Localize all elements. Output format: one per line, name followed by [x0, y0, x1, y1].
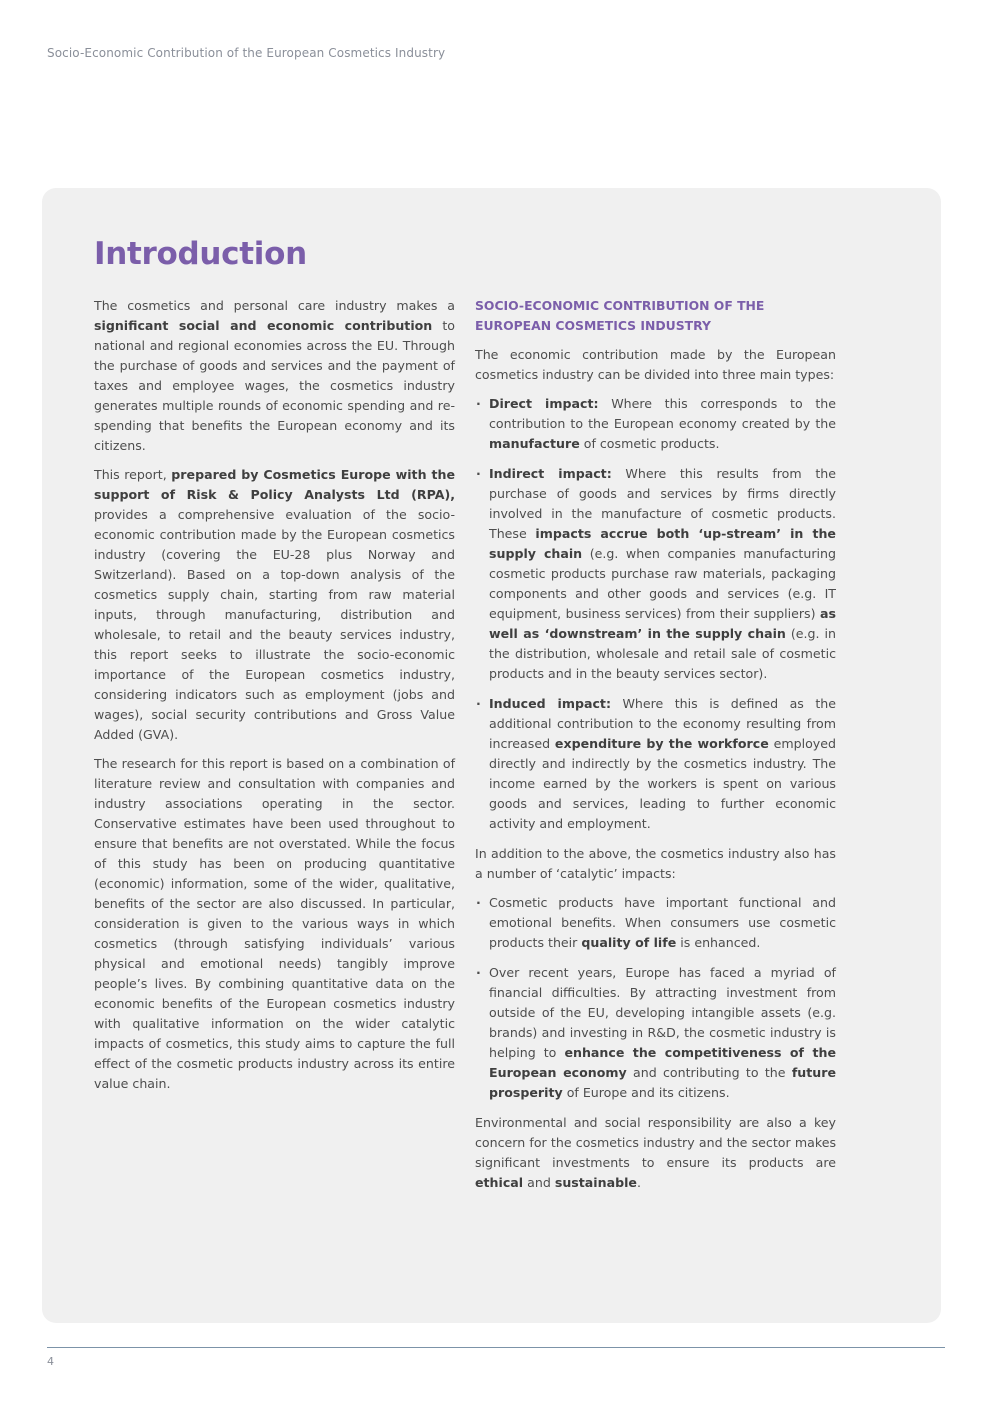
section-heading: SOCIO-ECONOMIC CONTRIBUTION OF THE EUROPEAN COSMETICS INDUSTRY [475, 298, 765, 333]
footer-rule [47, 1347, 945, 1348]
page-number: 4 [47, 1355, 54, 1368]
impacts-intro: The economic contribution made by the European cosmetics industry can be divided into three main types: [475, 347, 836, 382]
induced-impact-item: · Induced impact: Where this is defined as the additional contribution to the economy resulting from increased expenditure by the workforce employed directly and indirectly by the cosmetics industry. The income earned by the workers is spent on various goods and services, leading to further economic activity and employment. [475, 694, 836, 834]
intro-paragraph-2: This report, prepared by Cosmetics Europe with the support of Risk & Policy Analysts Ltd (RPA), provides a comprehensive evaluation of the socio-economic contribution made by the European cosmetics industry (covering the EU-28 plus Norway and Switzerland). Based on a top-down analysis of the cosmetics supply chain, starting from raw material inputs, through manufacturing, distribution and wholesale, to retail and the beauty services industry, this report seeks to illustrate the socio-economic importance of the European cosmetics industry, considering indicators such as employment (jobs and wages), social security contributions and Gross Value Added (GVA). [94, 467, 455, 742]
left-column [94, 296, 455, 1103]
impact-types-list [475, 394, 836, 834]
right-column [475, 296, 836, 1202]
intro-paragraph-3: The research for this report is based on a combination of literature review and consultation with companies and industry associations operating in the sector. Conservative estimates have been used throughout to ensure that benefits are not overstated. While the focus of this study has been on producing quantitative (economic) information, some of the wider, qualitative, benefits of the sector are also discussed. In particular, consideration is given to the various ways in which cosmetics (through satisfying individuals’ various physical and emotional needs) tangibly improve people’s lives. By combining quantitative data on the economic benefits of the European cosmetics industry with qualitative information on the wider catalytic impacts of cosmetics, this study aims to capture the full effect of the cosmetic products industry across its entire value chain. [94, 756, 455, 1091]
intro-paragraph-1: The cosmetics and personal care industry makes a significant social and economic contribution to national and regional economies across the EU. Through the purchase of goods and services and the payment of taxes and employee wages, the cosmetics industry generates multiple rounds of economic spending and re-spending that benefits the European economy and its citizens. [94, 298, 455, 453]
indirect-impact-item: · Indirect impact: Where this results from the purchase of goods and services by firms directly involved in the manufacture of cosmetic products. These impacts accrue both ‘up-stream’ in the supply chain (e.g. when companies manufacturing cosmetic products purchase raw materials, packaging components and other goods and services (e.g. IT equipment, business services) from their suppliers) as well as ‘downstream’ in the supply chain (e.g. in the distribution, wholesale and retail sale of cosmetic products and in the beauty services sector). [475, 464, 836, 684]
catalytic-item-competitiveness: · Over recent years, Europe has faced a myriad of financial difficulties. By attracting investment from outside of the EU, developing intangible assets (e.g. brands) and investing in R&D, the cosmetic industry is helping to enhance the competitiveness of the European economy and contributing to the future prosperity of Europe and its citizens. [475, 963, 836, 1103]
direct-impact-item: · Direct impact: Where this corresponds to the contribution to the European economy created by the manufacture of cosmetic products. [475, 394, 836, 454]
catalytic-intro: In addition to the above, the cosmetics industry also has a number of ‘catalytic’ impacts: [475, 846, 836, 881]
closing-paragraph: Environmental and social responsibility are also a key concern for the cosmetics industry and the sector makes significant investments to ensure its products are ethical and sustainable. [475, 1115, 836, 1190]
page-title: Introduction [94, 236, 307, 272]
catalytic-impacts-list [475, 893, 836, 1103]
running-header: Socio-Economic Contribution of the European Cosmetics Industry [47, 46, 446, 60]
catalytic-item-quality-of-life: · Cosmetic products have important functional and emotional benefits. When consumers use cosmetic products their quality of life is enhanced. [475, 893, 836, 953]
